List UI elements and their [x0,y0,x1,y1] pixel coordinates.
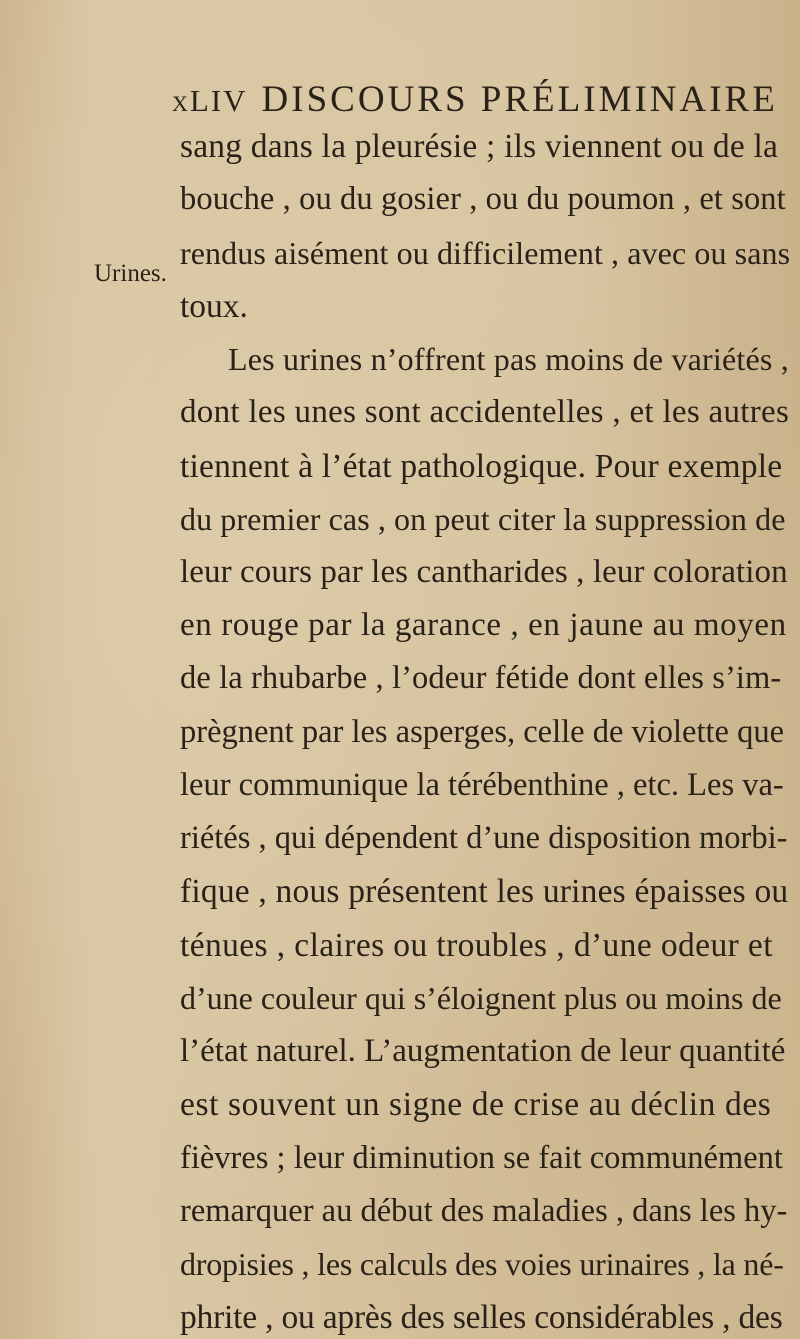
running-title: DISCOURS PRÉLIMINAIRE [261,79,778,120]
text-line: l’état naturel. L’augmentation de leur quantité [180,1033,786,1070]
text-line: est souvent un signe de crise au déclin des [180,1086,772,1124]
text-line: dont les unes sont accidentelles , et les autres [180,394,790,431]
text-line: leur communique la térébenthine , etc. Les va- [180,766,784,803]
text-line: de la rhubarbe , l’odeur fétide dont elles s’im- [180,660,782,697]
running-header [172,78,778,128]
page-number: xLIV [172,83,248,118]
text-line: phrite , ou après des selles considérables , des [180,1299,783,1337]
text-line: leur cours par les cantharides , leur coloration [180,553,788,590]
text-line: rendus aisément ou difficilement , avec ou sans [180,234,791,271]
text-line: ténues , claires ou troubles , d’une odeur et [180,926,773,964]
text-line: fièvres ; leur diminution se fait communément [180,1139,783,1176]
text-line: Les urines n’offrent pas moins de variétés , [228,341,789,378]
text-line: sang dans la pleurésie ; ils viennent ou de la [180,128,779,166]
text-line: d’une couleur qui s’éloignent plus ou moins de [180,979,782,1016]
text-line: dropisies , les calculs des voies urinaires , la né- [180,1246,784,1283]
text-line: remarquer au début des maladies , dans les hy- [180,1192,788,1229]
text-line: en rouge par la garance , en jaune au moyen [180,607,787,644]
text-line: du premier cas , on peut citer la suppression de [180,500,786,537]
text-line: bouche , ou du gosier , ou du poumon , et sont [180,181,786,218]
margin-note: Urines. [94,260,167,287]
text-line: prègnent par les asperges, celle de violette que [180,713,785,750]
text-line: riétés , qui dépendent d’une disposition morbi- [180,820,788,857]
text-line: toux. [180,287,248,325]
text-line: fique , nous présentent les urines épaisses ou [180,873,789,911]
text-line: tiennent à l’état pathologique. Pour exemple [180,447,783,485]
